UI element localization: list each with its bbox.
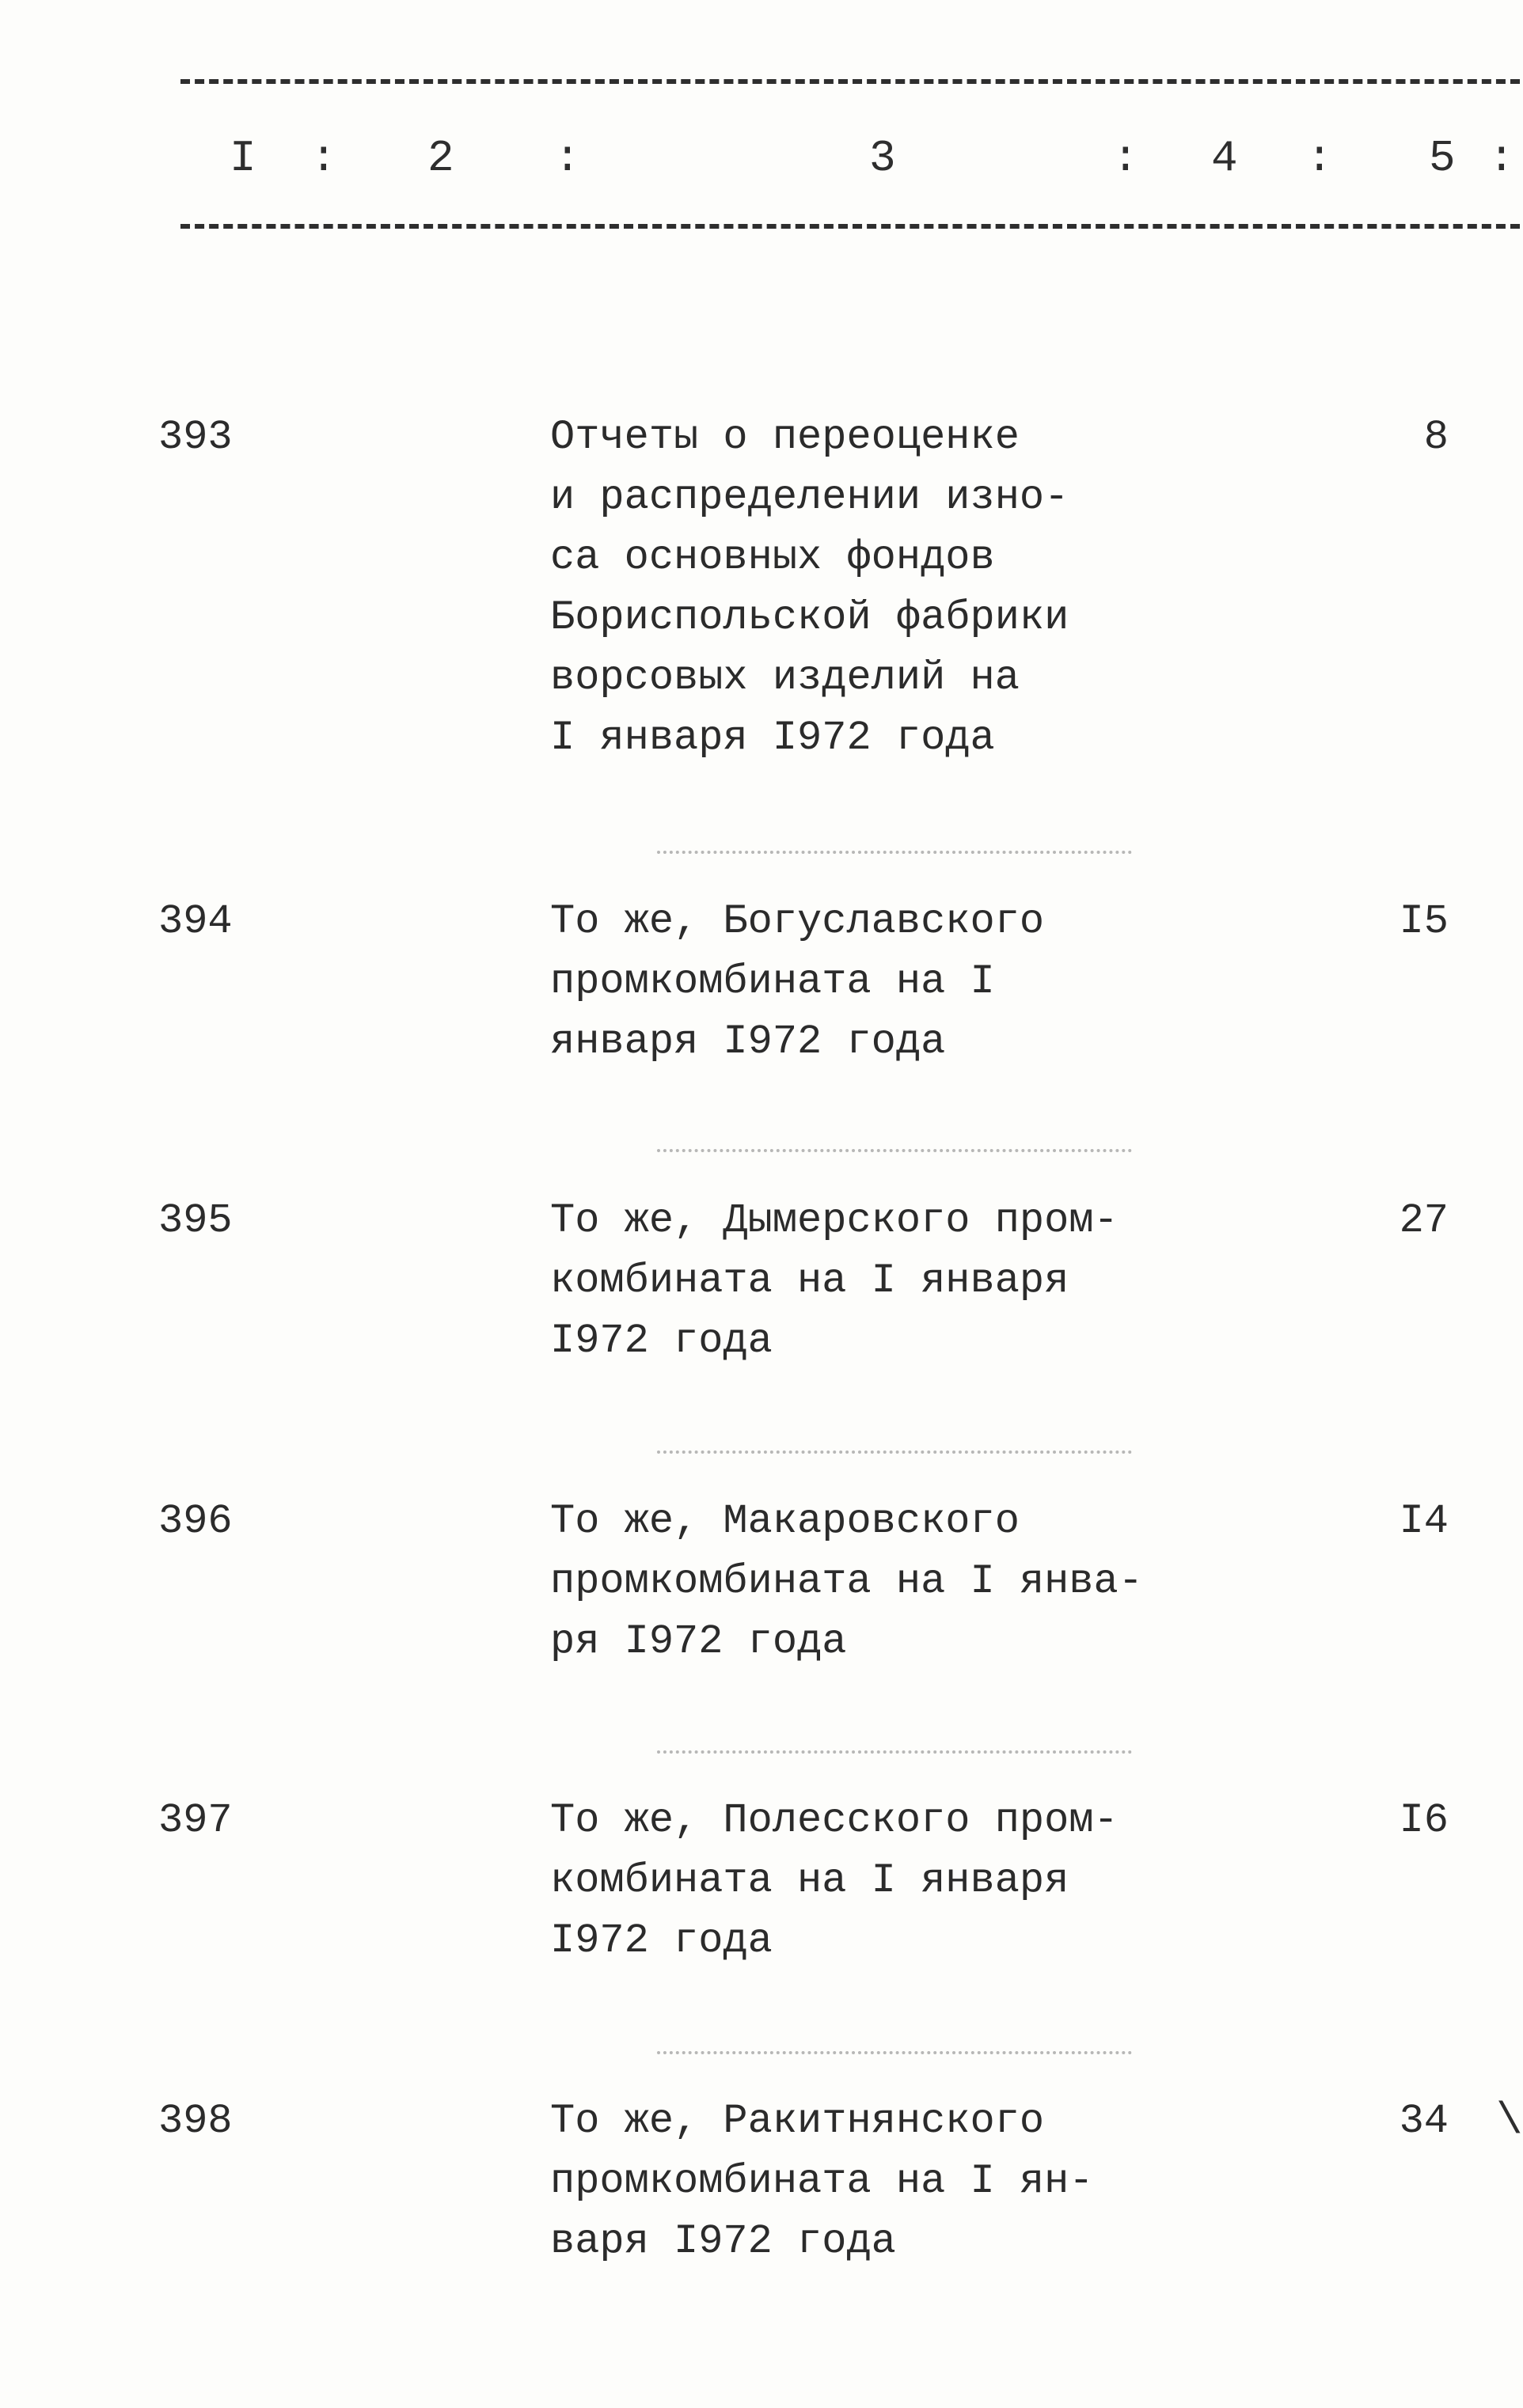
record-title-line: То же, Полесского пром- [550,1797,1119,1844]
column-separator: : [1306,133,1333,184]
record-sheet-count: I6 [1399,1797,1449,1844]
record-title-line: промкомбината на I ян- [550,2158,1094,2205]
column-header-1: I [230,133,256,184]
record-title-line: То же, Дымерского пром- [550,1197,1119,1244]
record-title-line: са основных фондов [550,534,995,581]
record-number: 398 [158,2098,233,2144]
record-number: 394 [158,898,233,945]
record-title [550,1492,1152,1672]
column-separator: : [1112,133,1139,184]
record-title [550,1791,1152,1971]
record-number: 396 [158,1498,233,1545]
record-title [550,892,1152,1072]
header-bottom-rule [180,224,1520,229]
column-header-3: 3 [869,133,896,184]
record-title-line: варя I972 года [550,2218,896,2265]
record-title [550,2091,1152,2272]
record-title-line: января I972 года [550,1018,946,1065]
record-divider [657,851,1132,854]
record-title-line: ворсовых изделий на [550,654,1020,701]
record-title [550,408,1152,768]
record-sheet-count: 27 [1399,1197,1449,1244]
column-separator: : [310,133,337,184]
record-sheet-count: I5 [1399,898,1449,945]
column-header-2: 2 [427,133,454,184]
record-divider [657,2051,1132,2054]
record-title-line: промкомбината на I янва- [550,1558,1143,1605]
margin-mark: \ [1496,2095,1523,2146]
record-sheet-count: 34 [1399,2098,1449,2144]
record-title [550,1191,1152,1371]
record-title-line: То же, Богуславского [550,898,1045,945]
record-divider [657,1750,1132,1754]
record-title-line: I972 года [550,1917,773,1964]
record-title-line: I января I972 года [550,715,995,761]
record-title-line: комбината на I января [550,1257,1069,1304]
column-header-4: 4 [1211,133,1238,184]
record-title-line: I972 года [550,1318,773,1364]
record-divider [657,1149,1132,1152]
record-number: 393 [158,414,233,461]
record-title-line: То же, Ракитнянского [550,2098,1045,2144]
record-title-line: Отчеты о переоценке [550,414,1020,461]
header-top-rule [180,79,1520,84]
record-title-line: и распределении изно- [550,474,1069,521]
record-sheet-count: 8 [1423,414,1449,461]
column-separator: : [1488,133,1515,184]
record-title-line: То же, Макаровского [550,1498,1020,1545]
record-number: 395 [158,1197,233,1244]
record-title-line: комбината на I января [550,1857,1069,1904]
column-header-5: 5 [1429,133,1456,184]
record-title-line: ря I972 года [550,1618,847,1665]
record-number: 397 [158,1797,233,1844]
column-separator: : [554,133,581,184]
record-divider [657,1450,1132,1454]
record-sheet-count: I4 [1399,1498,1449,1545]
record-title-line: Бориспольской фабрики [550,594,1069,641]
record-title-line: промкомбината на I [550,958,995,1005]
